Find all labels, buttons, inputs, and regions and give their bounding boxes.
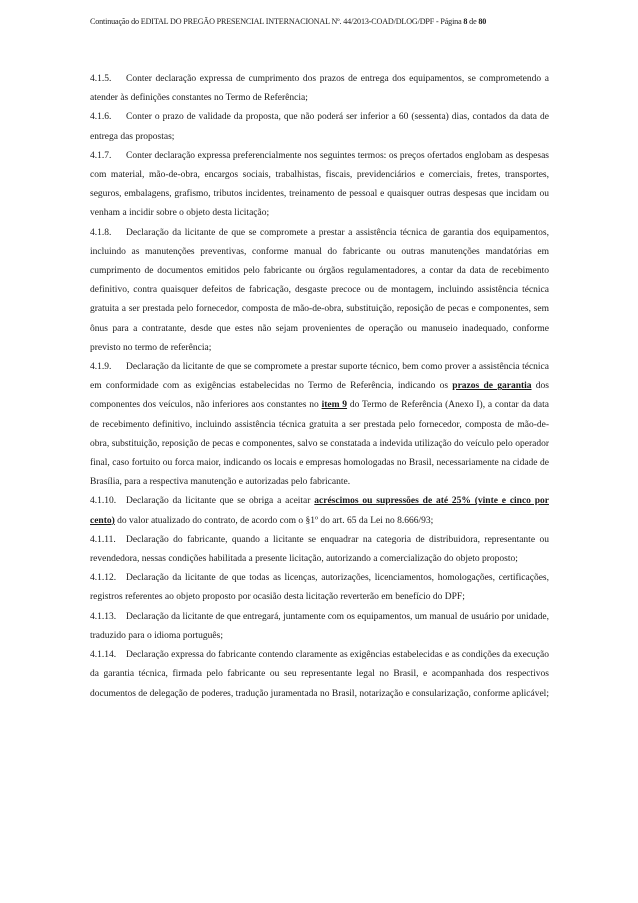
clause-4-1-5 xyxy=(90,70,549,108)
clause-number: 4.1.7. xyxy=(90,150,112,161)
clause-text: Conter declaração expressa de cumprimento dos prazos de entrega dos equipamentos, se comprometendo a atender às definições constantes no Termo de Referência; xyxy=(90,74,549,104)
clause-text: Declaração da licitante de que todas as licenças, autorizações, licenciamentos, homologações, certificações, registros referentes ao objeto proposto por ocasião desta licitação reverterão em benefício do DPF; xyxy=(90,573,549,603)
clause-4-1-10 xyxy=(90,492,549,530)
clause-text: Declaração da licitante de que entregará, juntamente com os equipamentos, um manual de usuário por unidade, traduzido para o idioma português; xyxy=(90,611,549,641)
additions-emphasis: acréscimos ou supressões de até 25% (vinte e cinco por cento) xyxy=(90,496,549,526)
warranty-terms-emphasis: prazos de garantia xyxy=(452,381,532,392)
clause-text: Declaração expressa do fabricante contendo claramente as exigências estabelecidas e as condições da execução da garantia técnica, firmada pelo fabricante ou seu representante legal no Brasil, e acompanhada dos respectivos documentos de delegação de poderes, tradução juramentada no Brasil, notarização e consularização, conforme aplicável; xyxy=(90,650,549,699)
header-page-number: 8 xyxy=(463,17,468,26)
clause-number: 4.1.12. xyxy=(90,573,117,584)
clause-text: Declaração da licitante de que se compromete a prestar suporte técnico, bem como prover a assistência técnica em conformidade com as exigências estabelecidas no Termo de Referência, indicando os xyxy=(90,362,549,392)
clause-4-1-11 xyxy=(90,531,549,569)
clause-number: 4.1.13. xyxy=(90,611,117,622)
clause-4-1-7 xyxy=(90,147,549,224)
clause-number: 4.1.14. xyxy=(90,650,117,661)
clause-number: 4.1.9. xyxy=(90,362,112,373)
clause-number: 4.1.6. xyxy=(90,112,112,123)
clause-text: do Termo de Referência (Anexo I), a contar da data de recebimento definitivo, incluindo assistência técnica gratuita a ser prestada pelo fornecedor, composta de mão-de-obra, substituição, reposição de pecas e componentes, salvo se constatada a indevida utilização do veículo pelo operador final, caso fortuito ou forca maior, indicando os locais e empresas homologadas no Brasil, necessariamente na cidade de Brasília, para a respectiva manutenção e autorizadas pelo fabricante. xyxy=(90,400,549,488)
clause-text: Declaração da licitante que se obriga a aceitar xyxy=(126,496,315,507)
clause-text: Conter declaração expressa preferencialmente nos seguintes termos: os preços ofertados englobam as despesas com material, mão-de-obra, encargos sociais, trabalhistas, fiscais, previdenciários e comerciais, fretes, transportes, seguros, embalagens, grafismo, tributos incidentes, treinamento de pessoal e quaisquer outras despesas que incidam ou venham a incidir sobre o objeto desta licitação; xyxy=(90,150,549,219)
clause-4-1-6 xyxy=(90,108,549,146)
clause-text: do valor atualizado do contrato, de acordo com o §1º do art. 65 da Lei no 8.666/93; xyxy=(114,515,434,526)
document-body xyxy=(90,70,549,704)
clause-4-1-14 xyxy=(90,646,549,704)
clause-number: 4.1.10. xyxy=(90,496,117,507)
item-reference-emphasis: item 9 xyxy=(321,400,348,411)
header-text: Continuação do EDITAL DO PREGÃO PRESENCIAL INTERNACIONAL Nº. 44/2013-COAD/DLOG/DPF - Página xyxy=(90,17,464,26)
clause-4-1-9 xyxy=(90,358,549,492)
header-of: de xyxy=(467,17,479,26)
clause-text: Declaração do fabricante, quando a licitante se enquadrar na categoria de distribuidora, representante ou revendedora, nessas condições habilitada a presente licitação, autorizando a comercialização do objeto proposto; xyxy=(90,534,549,565)
clause-4-1-12 xyxy=(90,569,549,607)
clause-text: Declaração da licitante de que se compromete a prestar a assistência técnica de garantia dos equipamentos, incluindo as manutenções preventivas, conforme manual do fabricante ou outras manutenções mandatórias em cumprimento de documentos emitidos pelo fabricante ou órgãos regulamentadores, a contar da data de recebimento definitivo, contra quaisquer defeitos de fabricação, desgaste precoce ou de montagem, incluindo assistência técnica gratuita a ser prestada pelo fornecedor, composta de mão-de-obra, substituição, reposição de pecas e componentes, sem ônus para a contratante, desde que estes não sejam provenientes de operação ou manuseio inadequado, conforme previsto no termo de referência; xyxy=(90,227,549,353)
clause-number: 4.1.8. xyxy=(90,227,112,238)
page-header xyxy=(90,16,560,28)
clause-text: dos componentes dos veículos, não inferiores aos constantes no xyxy=(90,381,549,411)
clause-4-1-8 xyxy=(90,224,549,358)
header-page-total: 80 xyxy=(478,17,487,26)
clause-number: 4.1.5. xyxy=(90,74,112,84)
clause-4-1-13 xyxy=(90,608,549,646)
clause-number: 4.1.11. xyxy=(90,534,116,545)
clause-text: Conter o prazo de validade da proposta, que não poderá ser inferior a 60 (sessenta) dias, contados da data de entrega das propostas; xyxy=(90,112,549,142)
